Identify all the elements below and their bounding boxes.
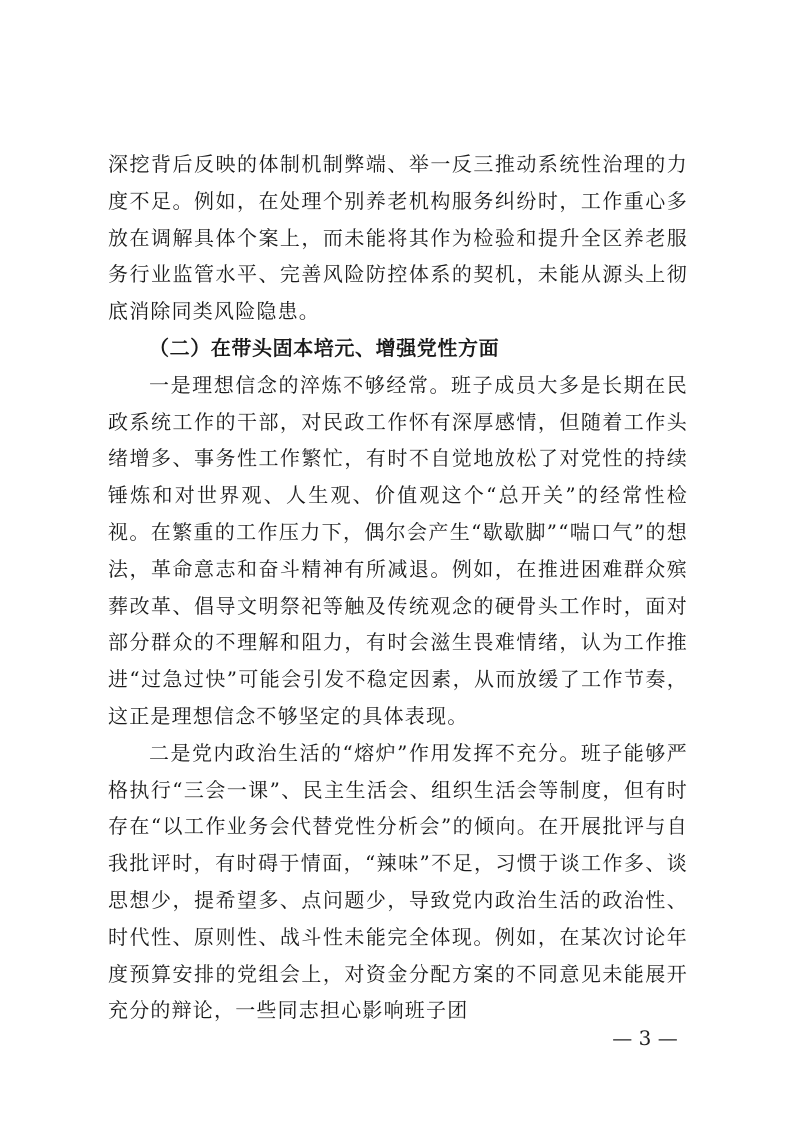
section-heading: （二）在带头固本培元、增强党性方面 [149,335,500,360]
document-body [108,146,688,1029]
page-number: — 3 — [612,1026,678,1050]
paragraph-ideals-faith: 一是理想信念的淬炼不够经常。班子成员大多是长期在民政系统工作的干部，对民政工作怀有深厚感情，但随着工作头绪增多、事务性工作繁忙，有时不自觉地放松了对党性的持续锤炼和对世界观、人生观、价值观这个“总开关”的经常性检视。在繁重的工作压力下，偶尔会产生“歇歇脚”“喘口气”的想法，革命意志和奋斗精神有所减退。例如，在推进困难群众殡葬改革、倡导文明祭祀等触及传统观念的硬骨头工作时，面对部分群众的不理解和阻力，有时会滋生畏难情绪，认为工作推进“过急过快”可能会引发不稳定因素，从而放缓了工作节奏，这正是理想信念不够坚定的具体表现。 [108,372,688,728]
paragraph-political-life: 二是党内政治生活的“熔炉”作用发挥不充分。班子能够严格执行“三会一课”、民主生活会、组织生活会等制度，但有时存在“以工作业务会代替党性分析会”的倾向。在开展批评与自我批评时，有时碍于情面，“辣味”不足，习惯于谈工作多、谈思想少，提希望多、点问题少，导致党内政治生活的政治性、时代性、原则性、战斗性未能完全体现。例如，在某次讨论年度预算安排的党组会上，对资金分配方案的不同意见未能展开充分的辩论，一些同志担心影响班子团 [108,740,688,1023]
paragraph-continuation: 深挖背后反映的体制机制弊端、举一反三推动系统性治理的力度不足。例如，在处理个别养老机构服务纠纷时，工作重心多放在调解具体个案上，而未能将其作为检验和提升全区养老服务行业监管水平、完善风险防控体系的契机，未能从源头上彻底消除同类风险隐患。 [108,152,688,324]
